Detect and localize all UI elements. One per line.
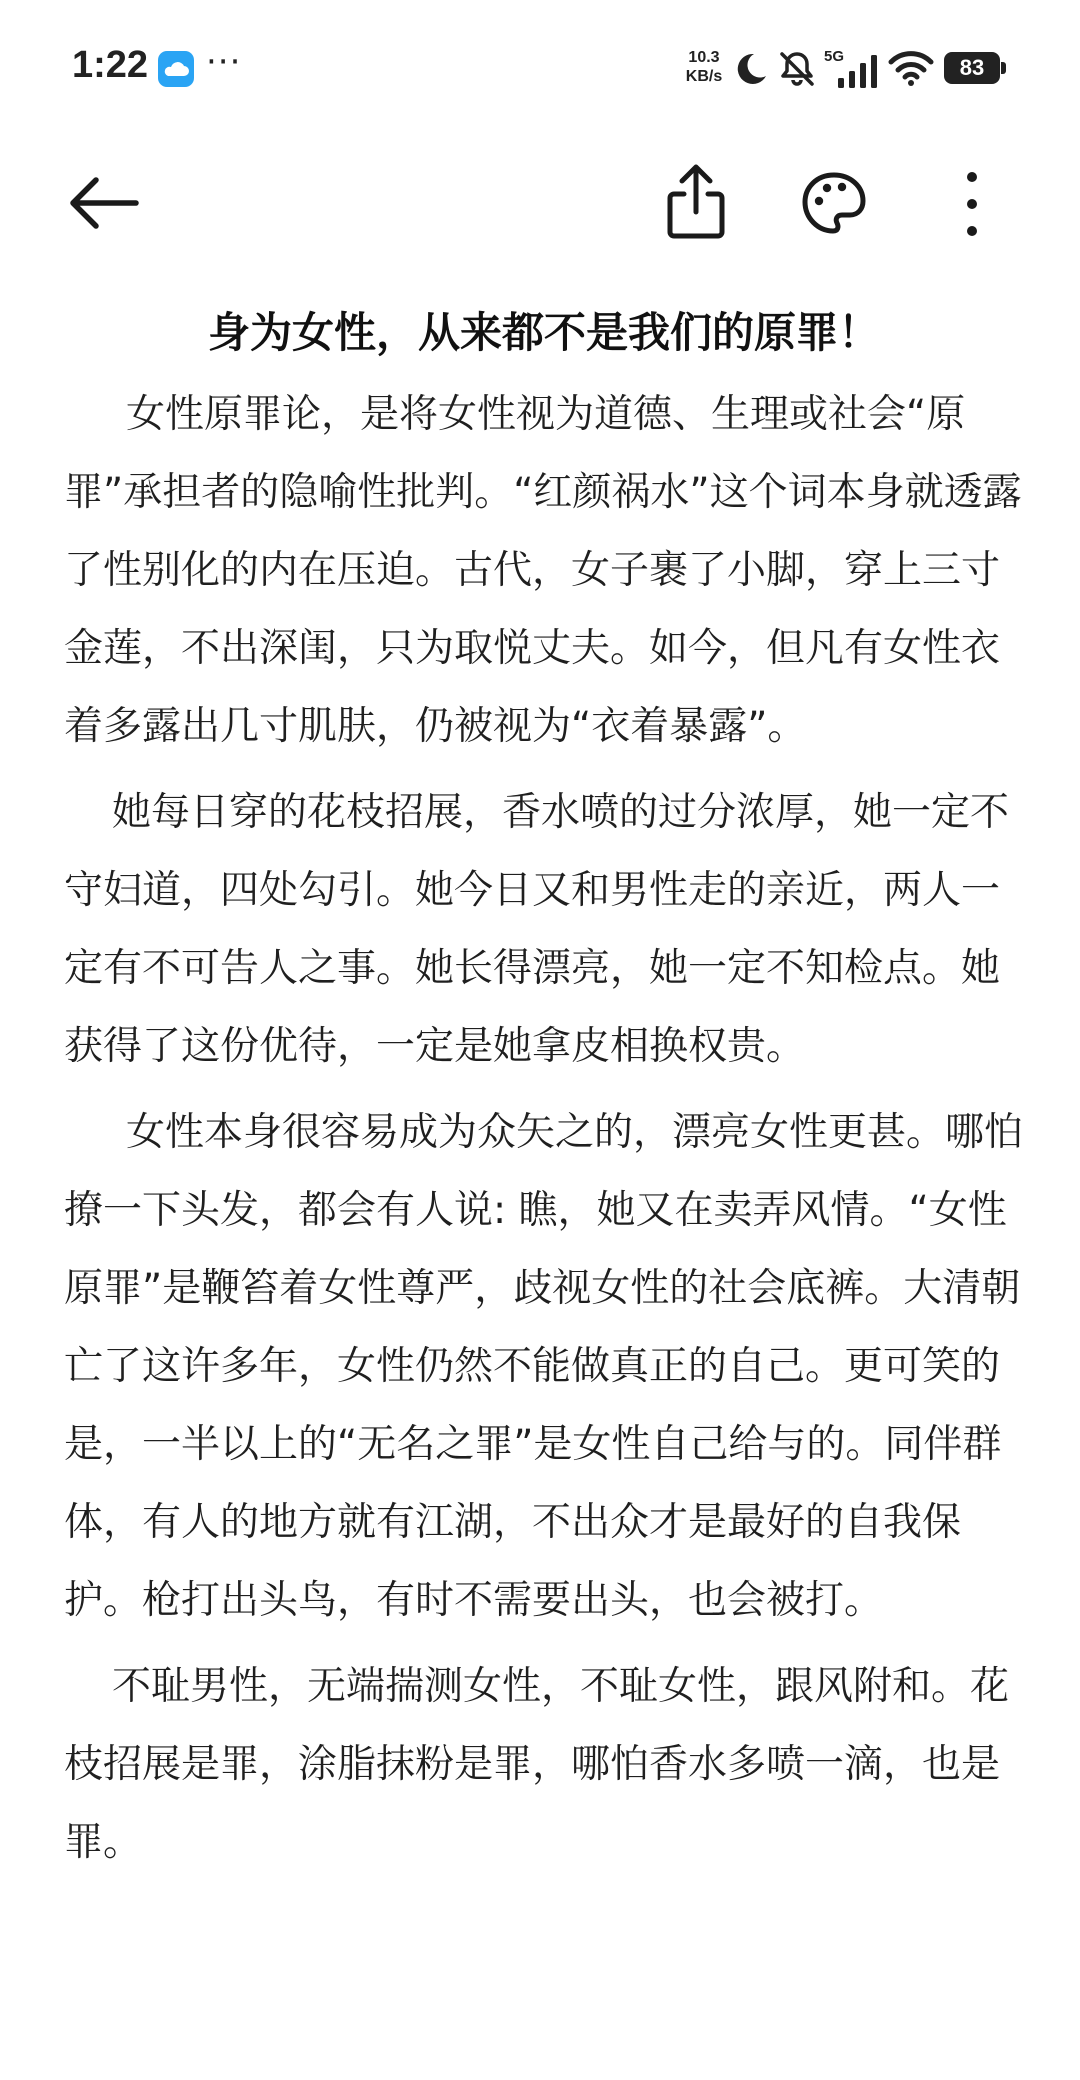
signal-icon — [836, 54, 880, 88]
battery-tip — [1001, 62, 1006, 74]
battery-level: 83 — [944, 52, 1000, 84]
share-icon[interactable] — [664, 162, 728, 242]
bell-mute-icon — [776, 48, 818, 90]
more-vertical-icon[interactable] — [952, 168, 992, 240]
network-type: 5G — [824, 48, 845, 65]
status-bar — [0, 0, 1080, 130]
article-paragraph: 女性原罪论，是将女性视为道德、生理或社会“原罪”承担者的隐喻性批判。“红颜祸水”这个词本身就透露了性别化的内在压迫。古代，女子裹了小脚，穿上三寸金莲，不出深闺，只为取悦丈夫。如今，但凡有女性衣着多露出几寸肌肤，仍被视为“衣着暴露”。 — [64, 392, 1022, 749]
palette-icon[interactable] — [800, 170, 868, 236]
top-toolbar — [0, 150, 1080, 260]
moon-icon — [732, 50, 768, 88]
wifi-icon — [888, 50, 934, 86]
article-paragraph: 她每日穿的花枝招展，香水喷的过分浓厚，她一定不守妇道，四处勾引。她今日又和男性走的亲近，两人一定有不可告人之事。她长得漂亮，她一定不知检点。她获得了这份优待，一定是她拿皮相换权贵。 — [64, 790, 1010, 1069]
net-speed-value: 10.3 — [688, 49, 720, 66]
article-paragraph: 女性本身很容易成为众矢之的，漂亮女性更甚。哪怕撩一下头发，都会有人说: 瞧，她又在卖弄风情。“女性原罪”是鞭笞着女性尊严，歧视女性的社会底裤。大清朝亡了这许多年，女性仍然不能做真正的自己。更可笑的是，一半以上的“无名之罪”是女性自己给与的。同伴群体，有人的地方就有江湖，不出众才是最好的自我保护。枪打出头鸟，有时不需要出头，也会被打。 — [64, 1110, 1024, 1623]
cloud-icon — [158, 51, 194, 87]
battery-indicator — [944, 52, 1006, 84]
arrow-left-icon[interactable] — [66, 170, 140, 236]
notification-dots: ··· — [206, 42, 242, 82]
article-paragraph: 不耻男性，无端揣测女性，不耻女性，跟风附和。花枝招展是罪，涂脂抹粉是罪，哪怕香水多喷一滴，也是罪。 — [64, 1664, 1010, 1865]
net-speed-unit: KB/s — [685, 68, 723, 85]
article-body — [64, 290, 1024, 1882]
status-time: 1:22 — [72, 44, 149, 86]
network-speed — [680, 48, 728, 86]
article-title: 身为女性，从来都不是我们的原罪！ — [207, 308, 880, 357]
